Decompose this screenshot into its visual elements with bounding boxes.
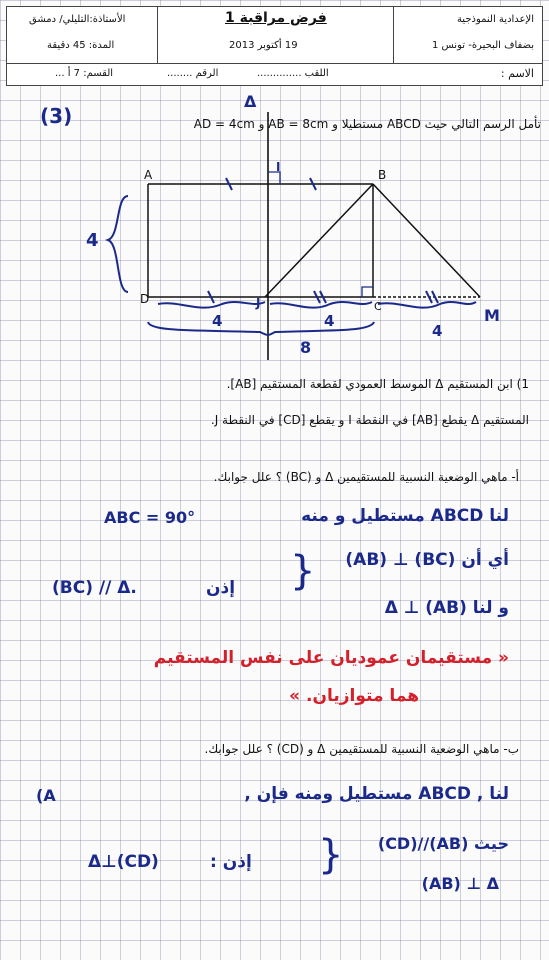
class-field-label: القسم: 7 أ ... <box>55 68 114 79</box>
exam-date: 19 أكتوبر 2013 <box>229 40 298 51</box>
answer-a-rule-line-2: هما متوازيان. » <box>289 686 419 706</box>
exercise-intro: تأمل الرسم التالي حيث ABCD مستطيلا و AB = 8cm و AD = 4cm <box>193 117 541 131</box>
question-1-continued: المستقيم Δ يقطع [AB] في النقطة I و يقطع [CD] في النقطة J. <box>210 413 529 427</box>
brace-jc <box>270 302 372 308</box>
point-label-a: A <box>144 168 153 182</box>
brace-cm <box>378 302 476 308</box>
brace-symbol: { <box>290 548 316 594</box>
answer-a-angle: ABC = 90° <box>104 508 196 527</box>
school-name: الإعدادية النموذجية <box>456 14 534 25</box>
surname-field-label: اللقب .............. <box>257 68 329 79</box>
question-b: ب- ماهي الوضعية النسبية للمستقيمين Δ و (CD) ؟ علل جوابك. <box>204 742 519 756</box>
answer-a-line-3: أي أن (BC) ⊥ (AB) <box>345 550 509 570</box>
answer-b-line-1: لنا , ABCD مستطيل ومنه فإن , <box>244 784 509 804</box>
dimension-dj: 4 <box>212 312 223 330</box>
point-label-d: D <box>140 292 150 306</box>
dimension-ad: 4 <box>86 230 99 251</box>
answer-b-therefore: إذن : <box>210 852 252 872</box>
point-label-c: C <box>374 300 382 313</box>
name-field-label: الاسم : <box>500 67 534 80</box>
answer-a-line-1: لنا ABCD مستطيل و منه <box>301 506 509 526</box>
answer-b-crossed: (A <box>36 786 56 805</box>
dimension-dc: 8 <box>300 338 312 357</box>
brace-dj <box>158 302 265 308</box>
brace-symbol-b: { <box>318 832 344 878</box>
tick-mark <box>432 291 438 303</box>
brace-ad <box>108 196 128 292</box>
question-1: 1) ابن المستقيم Δ الموسط العمودي لقطعة المستقيم [AB]. <box>226 377 529 391</box>
teacher-name: الأستاذة:التليلي/ دمشق <box>29 14 126 25</box>
exercise-number: (3) <box>40 104 73 128</box>
brace-dc <box>148 322 374 335</box>
answer-b-line-2: حيث (AB)//(CD) <box>377 834 509 853</box>
answer-b-conclusion: Δ⊥(CD) <box>88 852 159 872</box>
school-location: بضفاف البحيرة- تونس 1 <box>432 40 534 51</box>
answer-b-line-3: (AB) ⊥ Δ <box>421 874 499 893</box>
segment-bj <box>265 184 373 297</box>
exam-duration: المدة: 45 دقيقة <box>47 40 115 51</box>
question-a: أ- ماهي الوضعية النسبية للمستقيمين Δ و (BC) ؟ علل جوابك. <box>213 470 519 484</box>
segment-bm <box>373 184 480 297</box>
point-label-j: J <box>256 296 261 310</box>
delta-label: Δ <box>244 92 257 111</box>
number-field-label: الرقم ........ <box>167 68 219 79</box>
answer-a-rule-line-1: « مستقيمان عموديان على نفس المستقيم <box>153 648 509 668</box>
answer-a-line-4: و لنا Δ ⊥ (AB) <box>384 598 509 618</box>
tick-mark <box>426 291 432 303</box>
point-label-m: M <box>484 306 500 325</box>
exam-title: فرض مراقبة 1 <box>225 10 327 26</box>
answer-a-therefore: إذن <box>206 578 236 598</box>
answer-a-conclusion: (BC) // Δ. <box>52 578 137 598</box>
dimension-cm: 4 <box>432 322 443 340</box>
right-angle-mark-c <box>362 287 373 297</box>
dimension-jc: 4 <box>324 312 335 330</box>
point-label-b: B <box>378 168 387 182</box>
point-label-i: I <box>276 160 281 174</box>
